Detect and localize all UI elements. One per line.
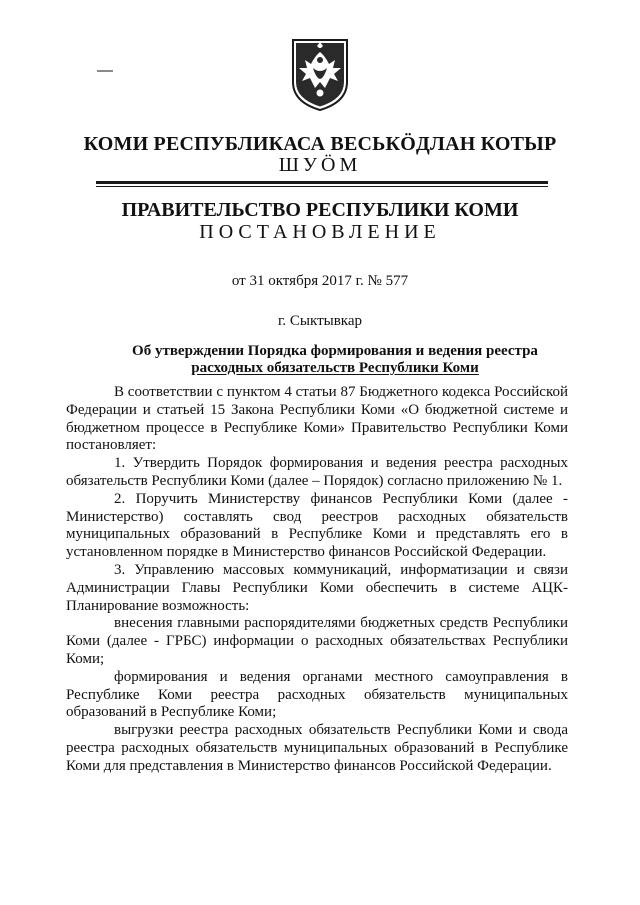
government-title: ПРАВИТЕЛЬСТВО РЕСПУБЛИКИ КОМИ xyxy=(121,199,519,221)
body-paragraph: В соответствии с пунктом 4 статьи 87 Бюджетного кодекса Российской Федерации и статьей 15 Закона Республики Коми «О бюджетной системе и бюджетном процессе в Республике Коми» Правительство Республики Коми постановляет: xyxy=(66,384,568,454)
subject-line-2-text: расходных обязательств Республики Коми xyxy=(191,360,479,376)
decree-city: г. Сыктывкар xyxy=(277,313,363,329)
body-paragraph: 1. Утвердить Порядок формирования и ведения реестра расходных обязательств Республики Коми (далее – Порядок) согласно приложению № 1. xyxy=(66,455,568,489)
decree-title: ПОСТАНОВЛЕНИЕ xyxy=(199,221,441,243)
subject-line-2 xyxy=(120,360,550,377)
subject-line-1: Об утверждении Порядка формирования и ведения реестра xyxy=(132,343,538,359)
body-paragraph: 3. Управлению массовых коммуникаций, информатизации и связи Администрации Главы Республики Коми обеспечить в системе АЦК-Планирование возможность: xyxy=(66,561,568,614)
scan-mark xyxy=(97,70,113,72)
decree-subject xyxy=(120,343,550,377)
body-paragraph: внесения главными распорядителями бюджетных средств Республики Коми (далее - ГРБС) информации о расходных обязательствах Республики Коми; xyxy=(66,615,568,667)
header-divider-thin xyxy=(96,186,548,187)
header-divider-thick xyxy=(96,181,548,184)
body-paragraph: 2. Поручить Министерству финансов Республики Коми (далее - Министерство) составлять свод реестров расходных обязательств муниципальных образований в Республике Коми и представлять его в установленном порядке в Министерство финансов Российской Федерации. xyxy=(66,490,568,561)
komi-republic-title: КОМИ РЕСПУБЛИКАСА ВЕСЬКӦДЛАН КОТЫР xyxy=(83,133,557,155)
body-paragraph: выгрузки реестра расходных обязательств Республики Коми и свода реестра расходных обязательств муниципальных образований в Республике Коми для представления в Министерство финансов Российской Федерации. xyxy=(66,722,568,774)
coat-of-arms-icon xyxy=(291,38,349,112)
komi-decree-word: ШУӦМ xyxy=(278,154,362,176)
decree-body xyxy=(66,384,568,776)
decree-date-number: от 31 октября 2017 г. № 577 xyxy=(231,273,409,289)
body-paragraph: формирования и ведения органами местного самоуправления в Республике Коми реестра расходных обязательств муниципальных образований в Республике Коми; xyxy=(66,668,568,721)
